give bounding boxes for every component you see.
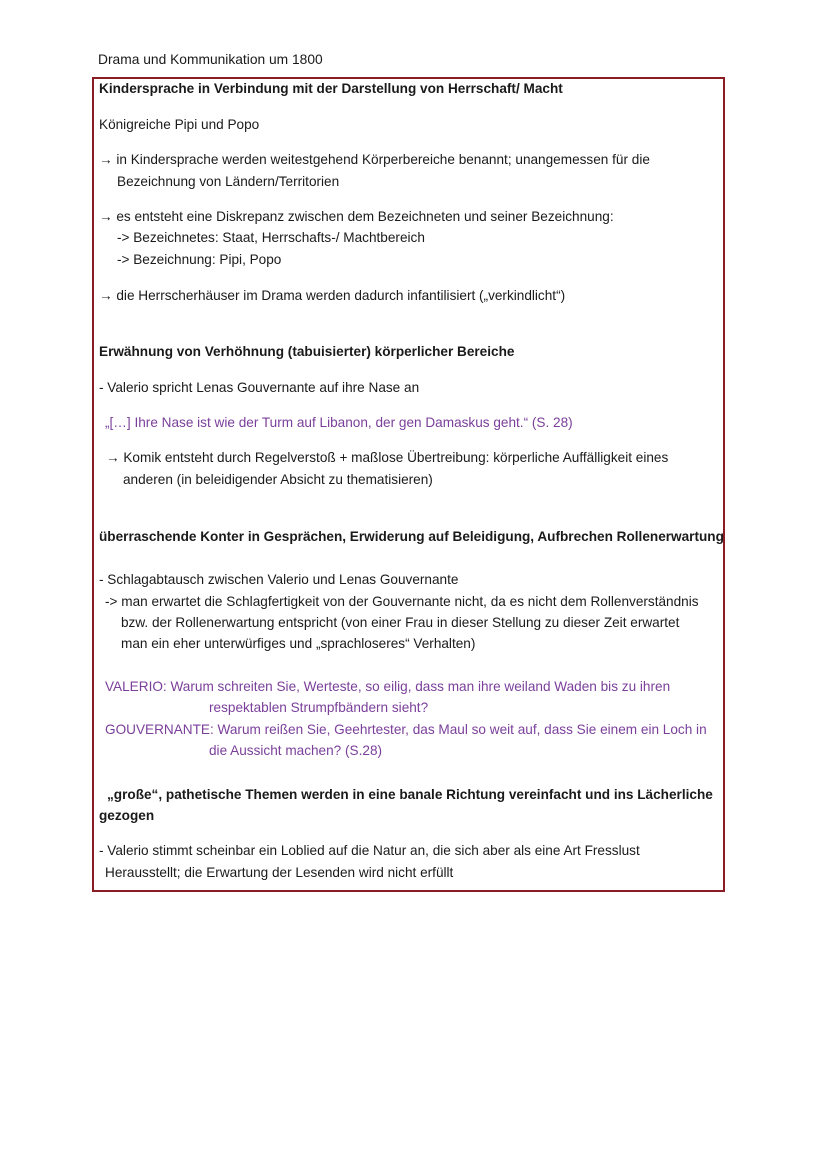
section-heading-konter: überraschende Konter in Gesprächen, Erwiderung auf Beleidigung, Aufbrechen Rollenerwartung bbox=[99, 529, 724, 544]
page-header: Drama und Kommunikation um 1800 bbox=[98, 52, 323, 67]
arrow-point-3: → die Herrscherhäuser im Drama werden dadurch infantilisiert („verkindlicht“) bbox=[99, 288, 566, 303]
bullet-loblied-line-1: - Valerio stimmt scheinbar ein Loblied auf die Natur an, die sich aber als eine Art Fresslust bbox=[99, 843, 640, 858]
section-heading-pathetisch-line-2: gezogen bbox=[99, 808, 155, 823]
bullet-loblied-line-2: Herausstellt; die Erwartung der Lesenden wird nicht erfüllt bbox=[105, 865, 454, 880]
section-heading-verhoehnung: Erwähnung von Verhöhnung (tabuisierter) körperlicher Bereiche bbox=[99, 344, 515, 359]
quote-gouvernante-line-1: GOUVERNANTE: Warum reißen Sie, Geehrtester, das Maul so weit auf, dass Sie einem ein Loch in bbox=[105, 722, 707, 737]
arrow-komik-line-1: → Komik entsteht durch Regelverstoß + maßlose Übertreibung: körperliche Auffälligkeit eines bbox=[106, 450, 669, 465]
section-heading-pathetisch-line-1: „große“, pathetische Themen werden in eine banale Richtung vereinfacht und ins Lächerliche bbox=[107, 787, 713, 802]
bullet-schlagabtausch: - Schlagabtausch zwischen Valerio und Lenas Gouvernante bbox=[99, 572, 459, 587]
arrow-point-2-line-2: -> Bezeichnetes: Staat, Herrschafts-/ Machtbereich bbox=[117, 230, 425, 245]
quote-valerio-line-2: respektablen Strumpfbändern sieht? bbox=[209, 700, 429, 715]
quote-valerio-line-1: VALERIO: Warum schreiten Sie, Werteste, so eilig, dass man ihre weiland Waden bis zu ihren bbox=[105, 679, 671, 694]
sub-point-line-3: man ein eher unterwürfiges und „sprachloseres“ Verhalten) bbox=[121, 636, 476, 651]
arrow-point-1-line-1: → in Kindersprache werden weitestgehend Körperbereiche benannt; unangemessen für die bbox=[99, 152, 650, 167]
arrow-point-2-line-3: -> Bezeichnung: Pipi, Popo bbox=[117, 252, 282, 267]
arrow-point-2-line-1: → es entsteht eine Diskrepanz zwischen dem Bezeichneten und seiner Bezeichnung: bbox=[99, 209, 614, 224]
arrow-komik-line-2: anderen (in beleidigender Absicht zu thematisieren) bbox=[123, 472, 433, 487]
quote-gouvernante-line-2: die Aussicht machen? (S.28) bbox=[209, 743, 383, 758]
section-subtitle: Königreiche Pipi und Popo bbox=[99, 117, 260, 132]
sub-point-line-2: bzw. der Rollenerwartung entspricht (von einer Frau in dieser Stellung zu dieser Zeit erwartet bbox=[121, 615, 680, 630]
quote-nase: „[…] Ihre Nase ist wie der Turm auf Libanon, der gen Damaskus geht.“ (S. 28) bbox=[105, 415, 573, 430]
sub-point-line-1: -> man erwartet die Schlagfertigkeit von der Gouvernante nicht, da es nicht dem Rollenverständnis bbox=[105, 594, 699, 609]
arrow-point-1-line-2: Bezeichnung von Ländern/Territorien bbox=[117, 174, 340, 189]
bullet-valerio-nase: - Valerio spricht Lenas Gouvernante auf ihre Nase an bbox=[99, 380, 420, 395]
section-heading-kindersprache: Kindersprache in Verbindung mit der Darstellung von Herrschaft/ Macht bbox=[99, 81, 563, 96]
